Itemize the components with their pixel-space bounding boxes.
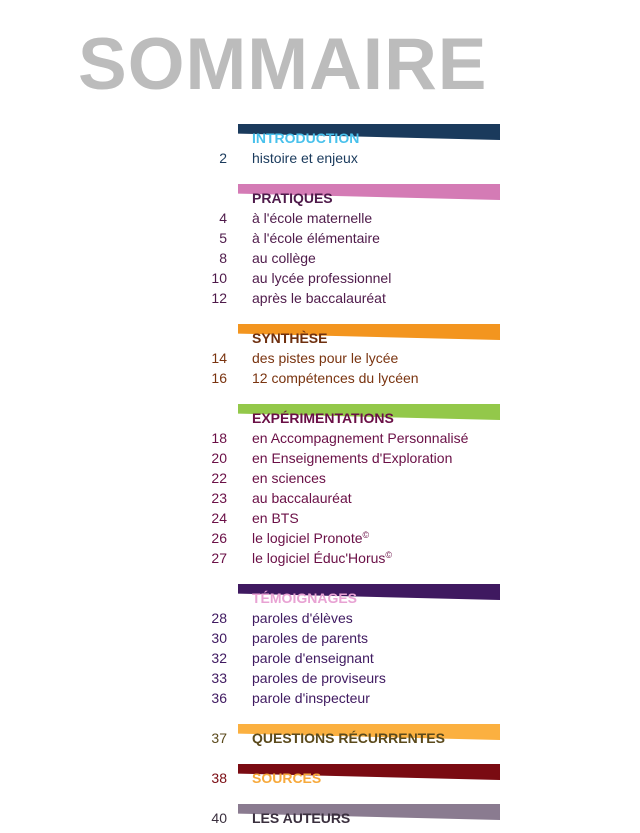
- toc-row[interactable]: [0, 648, 640, 668]
- section-heading[interactable]: TÉMOIGNAGES: [252, 590, 358, 606]
- toc-row[interactable]: [0, 348, 640, 368]
- section-heading[interactable]: PRATIQUES: [252, 190, 333, 206]
- page-number: 26: [211, 530, 227, 546]
- section-heading[interactable]: SOURCES: [252, 770, 322, 786]
- toc-row[interactable]: [0, 608, 640, 628]
- toc-label: en Accompagnement Personnalisé: [252, 430, 469, 446]
- toc-label: en sciences: [252, 470, 326, 486]
- toc-label: 12 compétences du lycéen: [252, 370, 419, 386]
- toc-label: après le baccalauréat: [252, 290, 386, 306]
- toc-label-text: le logiciel Éduc'Horus: [252, 550, 386, 566]
- toc-row[interactable]: [0, 488, 640, 508]
- page-title: SOMMAIRE: [78, 24, 488, 105]
- page-number: 27: [211, 550, 227, 566]
- toc-row[interactable]: [0, 248, 640, 268]
- toc-label: paroles d'élèves: [252, 610, 353, 626]
- toc-row[interactable]: [0, 288, 640, 308]
- toc-label: au baccalauréat: [252, 490, 352, 506]
- toc-label: paroles de proviseurs: [252, 670, 386, 686]
- section-heading[interactable]: INTRODUCTION: [252, 130, 360, 146]
- page-number: 16: [211, 370, 227, 386]
- page-number: 12: [211, 290, 227, 306]
- page-number: 28: [211, 610, 227, 626]
- copyright-mark: ©: [385, 550, 393, 560]
- toc-label: au lycée professionnel: [252, 270, 392, 286]
- toc-label-text: le logiciel Pronote: [252, 530, 363, 546]
- page-number: 2: [219, 150, 227, 166]
- page-number: 33: [211, 670, 227, 686]
- page-number: 24: [211, 510, 227, 526]
- toc-row[interactable]: [0, 448, 640, 468]
- page-number: 30: [211, 630, 227, 646]
- toc-row[interactable]: [0, 368, 640, 388]
- page-number: 22: [211, 470, 227, 486]
- section-heading[interactable]: QUESTIONS RÉCURRENTES: [252, 730, 445, 746]
- toc-label: en BTS: [252, 510, 299, 526]
- toc-label: des pistes pour le lycée: [252, 350, 399, 366]
- copyright-mark: ©: [362, 530, 370, 540]
- page-number: 5: [219, 230, 227, 246]
- toc-row[interactable]: [0, 428, 640, 448]
- page-number: 4: [219, 210, 227, 226]
- page-number: 8: [219, 250, 227, 266]
- toc-row[interactable]: [0, 148, 640, 168]
- toc-label: au collège: [252, 250, 316, 266]
- toc-row[interactable]: [0, 468, 640, 488]
- toc-label: à l'école élémentaire: [252, 230, 380, 246]
- page-number: 14: [211, 350, 227, 366]
- section-heading[interactable]: SYNTHÈSE: [252, 330, 328, 346]
- toc-row[interactable]: [0, 668, 640, 688]
- toc-label: parole d'enseignant: [252, 650, 374, 666]
- page-number: 36: [211, 690, 227, 706]
- page-number: 10: [211, 270, 227, 286]
- toc-row[interactable]: [0, 548, 640, 568]
- page-number: 18: [211, 430, 227, 446]
- toc-label: paroles de parents: [252, 630, 368, 646]
- toc-label: [252, 548, 392, 568]
- toc-row[interactable]: [0, 628, 640, 648]
- page-number: 40: [211, 810, 227, 826]
- toc-label: histoire et enjeux: [252, 150, 358, 166]
- toc-row[interactable]: [0, 268, 640, 288]
- page-number: 20: [211, 450, 227, 466]
- page-number: 37: [211, 730, 227, 746]
- page-number: 32: [211, 650, 227, 666]
- section-heading[interactable]: EXPÉRIMENTATIONS: [252, 410, 394, 426]
- page-number: 38: [211, 770, 227, 786]
- toc-label: à l'école maternelle: [252, 210, 373, 226]
- toc-row[interactable]: [0, 528, 640, 548]
- section-heading[interactable]: LES AUTEURS: [252, 810, 351, 826]
- toc-row[interactable]: [0, 508, 640, 528]
- toc-row[interactable]: [0, 208, 640, 228]
- toc-row[interactable]: [0, 228, 640, 248]
- toc-label: en Enseignements d'Exploration: [252, 450, 453, 466]
- page-number: 23: [211, 490, 227, 506]
- toc-row[interactable]: [0, 688, 640, 708]
- toc-label: parole d'inspecteur: [252, 690, 370, 706]
- toc-label: [252, 528, 369, 548]
